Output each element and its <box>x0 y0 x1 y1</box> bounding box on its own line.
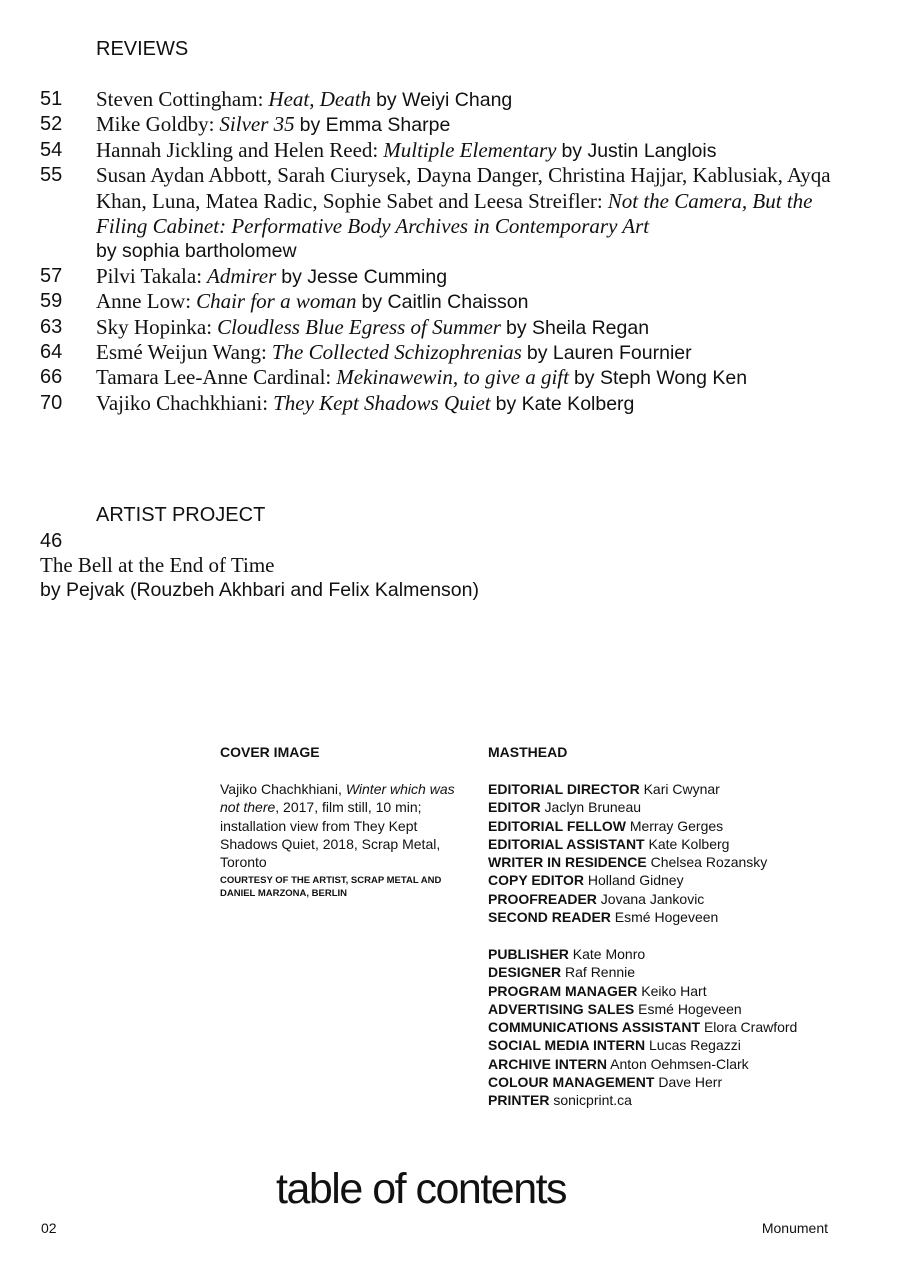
review-author: by Jesse Cumming <box>281 265 448 288</box>
masthead-row <box>488 890 767 908</box>
review-title: Not the Camera, But the Filing Cabinet: Performative Body Archives in Contemporary Art <box>96 188 813 239</box>
masthead-role: COLOUR MANAGEMENT <box>488 1074 655 1091</box>
review-item[interactable] <box>40 391 840 416</box>
masthead-role: WRITER IN RESIDENCE <box>488 854 647 871</box>
masthead-role: EDITORIAL DIRECTOR <box>488 781 640 797</box>
review-page-number: 66 <box>40 366 63 389</box>
masthead-person: Anton Oehmsen-Clark <box>610 1055 749 1072</box>
masthead-row <box>488 963 797 981</box>
masthead-row <box>488 798 767 816</box>
cover-image-heading: COVER IMAGE <box>220 744 320 760</box>
review-artist: Susan Aydan Abbott, Sarah Ciurysek, Dayna Danger, Christina Hajjar, Kablusiak, Ayqa Khan, Luna, Matea Radic, Sophie Sabet and Leesa Streifler: <box>96 163 831 213</box>
review-author: by Justin Langlois <box>561 139 717 162</box>
review-author: by Caitlin Chaisson <box>361 291 529 314</box>
page-number: 02 <box>41 1220 57 1236</box>
cover-artist: Vajiko Chachkhiani, <box>220 781 342 797</box>
review-item[interactable] <box>40 340 840 365</box>
masthead-role: DESIGNER <box>488 964 562 981</box>
review-page-number: 64 <box>40 341 63 364</box>
reviews-heading: REVIEWS <box>96 38 189 60</box>
review-artist: Sky Hopinka: <box>96 314 213 339</box>
review-title: The Collected Schizophrenias <box>271 340 522 365</box>
masthead-row <box>488 871 767 889</box>
masthead-row <box>488 853 767 871</box>
artist-project-entry[interactable] <box>40 529 479 602</box>
review-artist: Vajiko Chachkhiani: <box>96 390 269 415</box>
masthead-role: EDITORIAL ASSISTANT <box>488 835 645 852</box>
masthead-person: Dave Herr <box>658 1074 723 1091</box>
masthead-row <box>488 945 797 963</box>
masthead-person: Esmé Hogeveen <box>614 909 719 926</box>
review-title: Heat, Death <box>268 87 372 111</box>
masthead-person: Chelsea Rozansky <box>650 854 768 871</box>
masthead-row <box>488 1091 797 1109</box>
masthead-role: PRINTER <box>488 1092 550 1109</box>
review-author: by Kate Kolberg <box>495 392 635 415</box>
review-item[interactable] <box>40 87 840 112</box>
review-artist: Mike Goldby: <box>96 112 215 137</box>
review-page-number: 51 <box>40 88 63 110</box>
review-author: by Emma Sharpe <box>299 114 451 137</box>
masthead-person: Elora Crawford <box>703 1019 798 1036</box>
masthead-person: Kate Kolberg <box>648 835 730 852</box>
masthead-person: Kate Monro <box>572 946 646 962</box>
masthead-person: Jaclyn Bruneau <box>544 799 642 816</box>
review-page-number: 63 <box>40 315 63 338</box>
masthead-row <box>488 1000 797 1018</box>
masthead-role: EDITOR <box>488 799 541 816</box>
review-artist: Hannah Jickling and Helen Reed: <box>96 137 379 162</box>
review-author: by Steph Wong Ken <box>573 367 748 390</box>
review-item[interactable] <box>40 365 840 390</box>
masthead-row <box>488 908 767 926</box>
review-author: by Sheila Regan <box>505 316 650 339</box>
reviews-list <box>40 87 840 416</box>
review-artist: Steven Cottingham: <box>96 87 264 111</box>
review-title: Admirer <box>207 263 277 288</box>
masthead-person: Lucas Regazzi <box>649 1037 741 1054</box>
review-artist: Esmé Weijun Wang: <box>96 340 267 365</box>
review-title: Silver 35 <box>219 112 295 137</box>
masthead-person: Merray Gerges <box>629 817 724 834</box>
page-title: table of contents <box>276 1165 567 1213</box>
cover-work-title: Winter which was not there <box>220 781 455 816</box>
masthead-person: Holland Gidney <box>587 872 684 889</box>
review-title: They Kept Shadows Quiet <box>273 390 491 415</box>
masthead-person: Jovana Jankovic <box>600 890 705 907</box>
masthead-editorial-group <box>488 780 767 926</box>
review-page-number: 52 <box>40 113 63 136</box>
review-title: Multiple Elementary <box>383 137 557 162</box>
masthead-row <box>488 1055 797 1073</box>
masthead-role: COPY EDITOR <box>488 872 584 889</box>
masthead-operations-group <box>488 945 797 1110</box>
masthead-row <box>488 817 767 835</box>
review-author: by Weiyi Chang <box>376 89 513 111</box>
review-title: Cloudless Blue Egress of Summer <box>217 314 501 339</box>
masthead-row <box>488 1018 797 1036</box>
artist-project-page-number: 46 <box>40 530 63 552</box>
masthead-role: SECOND READER <box>488 909 611 926</box>
review-page-number: 54 <box>40 138 63 161</box>
masthead-role: COMMUNICATIONS ASSISTANT <box>488 1019 701 1036</box>
review-page-number: 55 <box>40 164 63 187</box>
cover-details: , 2017, film still, 10 min; installation view from They Kept Shadows Quiet, 2018, Scrap Metal, Toronto <box>220 799 441 871</box>
review-item[interactable] <box>40 289 840 314</box>
review-author: by sophia bartholomew <box>96 240 297 263</box>
masthead-role: PROGRAM MANAGER <box>488 982 638 999</box>
review-author: by Lauren Fournier <box>526 342 692 365</box>
cover-image-credit: COURTESY OF THE ARTIST, SCRAP METAL AND DANIEL MARZONA, BERLIN <box>220 875 442 899</box>
artist-project-title: The Bell at the End of Time <box>40 553 275 577</box>
masthead-row <box>488 780 767 798</box>
masthead-row <box>488 982 797 1000</box>
masthead-row <box>488 1073 797 1091</box>
masthead-role: ARCHIVE INTERN <box>488 1055 608 1072</box>
masthead-person: Kari Cwynar <box>643 781 720 797</box>
review-title: Mekinawewin, to give a gift <box>336 365 569 390</box>
magazine-name: Monument <box>761 1220 828 1236</box>
masthead-person: sonicprint.ca <box>553 1092 632 1109</box>
masthead-row <box>488 1036 797 1054</box>
review-page-number: 59 <box>40 290 63 313</box>
masthead-role: PROOFREADER <box>488 890 597 907</box>
review-title: Chair for a woman <box>196 289 357 314</box>
masthead-role: PUBLISHER <box>488 946 569 962</box>
review-artist: Tamara Lee-Anne Cardinal: <box>96 365 332 390</box>
masthead-row <box>488 835 767 853</box>
masthead-person: Keiko Hart <box>641 982 707 999</box>
review-item[interactable] <box>40 163 840 264</box>
cover-image-caption <box>220 780 465 871</box>
review-item[interactable] <box>40 138 840 163</box>
review-artist: Anne Low: <box>96 289 192 314</box>
masthead-person: Raf Rennie <box>565 964 636 981</box>
masthead-role: SOCIAL MEDIA INTERN <box>488 1037 646 1054</box>
review-page-number: 57 <box>40 264 63 287</box>
artist-project-author: by Pejvak (Rouzbeh Akhbari and Felix Kalmenson) <box>40 579 479 601</box>
review-item[interactable] <box>40 264 840 289</box>
review-item[interactable] <box>40 112 840 137</box>
review-page-number: 70 <box>40 391 63 414</box>
review-artist: Pilvi Takala: <box>96 263 203 288</box>
artist-project-heading: ARTIST PROJECT <box>96 504 266 526</box>
masthead-role: EDITORIAL FELLOW <box>488 817 626 834</box>
masthead-heading: MASTHEAD <box>488 744 568 760</box>
masthead-person: Esmé Hogeveen <box>638 1000 742 1017</box>
review-item[interactable] <box>40 315 840 340</box>
masthead-role: ADVERTISING SALES <box>488 1000 635 1017</box>
